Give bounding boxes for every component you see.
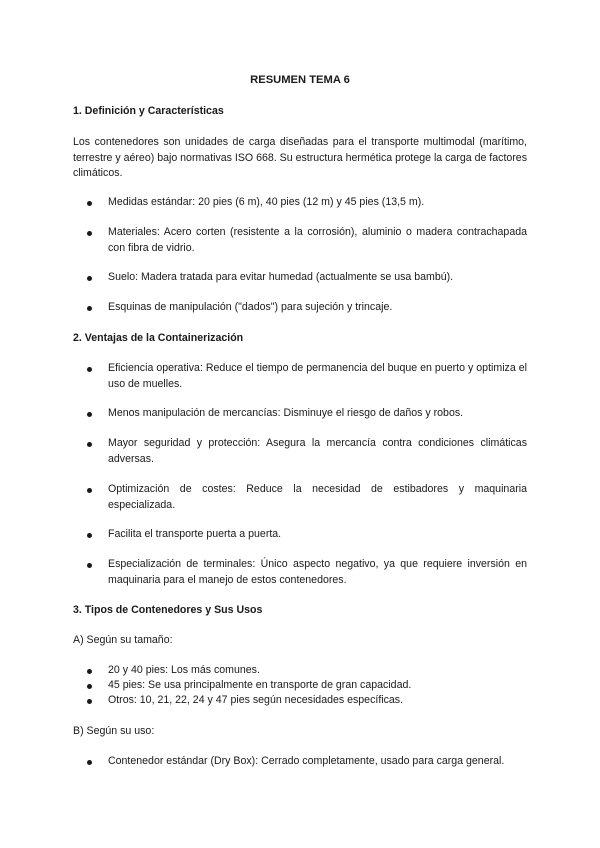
bullet-icon [87,488,92,493]
bullet-icon [87,367,92,372]
section-1-heading: 1. Definición y Características [73,105,224,117]
section-1-paragraph: Los contenedores son unidades de carga diseñadas para el transporte multimodal (marítimo, terrestre y aéreo) bajo normativas ISO 668. Su estructura hermética protege la carga de factores climáticos. [73,136,527,179]
bullet-icon [87,276,92,281]
bullet-icon [87,669,92,674]
bullet-icon [87,533,92,538]
bullet-icon [87,306,92,311]
bullet-icon [87,412,92,417]
section-3a-label: A) Según su tamaño: [73,634,173,646]
bullet-icon [87,442,92,447]
bullet-icon [87,684,92,689]
section-3-heading: 3. Tipos de Contenedores y Sus Usos [73,604,263,616]
bullet-icon [87,201,92,206]
bullet-icon [87,563,92,568]
page-title: RESUMEN TEMA 6 [250,74,350,86]
bullet-icon [87,760,92,765]
bullet-icon [87,699,92,704]
section-3b-label: B) Según su uso: [73,725,155,737]
section-2-heading: 2. Ventajas de la Containerización [73,332,244,344]
bullet-icon [87,231,92,236]
document-page: RESUMEN TEMA 6 1. Definición y Características Los contenedores son unidades de carga diseñadas para el transporte multimodal (marítimo, terrestre y aéreo) bajo normativas ISO 668. Su estructura hermética protege la carga de factores climáticos. Medidas estándar: 20 pies (6 m), 40 pies (12 m) y 45 pies (13,5 m). Materiales: Acero corten (resistente a la corrosión), aluminio o madera contrachapada con fibra de vidrio. Suelo: Madera tratada para evitar humedad (actualmente se usa bambú). Esquinas de manipulación ("dados") para sujeción y trincaje. 2. Ventajas de la Containerización Eficiencia operativa: Reduce el tiempo de permanencia del buque en puerto y optimiza el uso de muelles. Menos manipulación de mercancías: Disminuye el riesgo de daños y robos. Mayor seguridad y protección: Asegura la mercancía contra condiciones climáticas adversas. Optimización de costes: Reduce la necesidad de estibadores y maquinaria especializada. Facilita el transporte puerta a puerta. Especialización de terminales: Único aspecto negativo, ya que requiere inversión en maquinaria para el manejo de estos contenedores. 3. Tipos de Contenedores y Sus Usos A) Según su tamaño: 20 y 40 pies: Los más comunes. 45 pies: Se usa principalmente en transporte de gran capacidad. Otros: 10, 21, 22, 24 y 47 pies según necesidades específicas. B) Según su uso: Contenedor estándar (Dry Box): Cerrado completamente, usado para carga general. [73,74,527,767]
